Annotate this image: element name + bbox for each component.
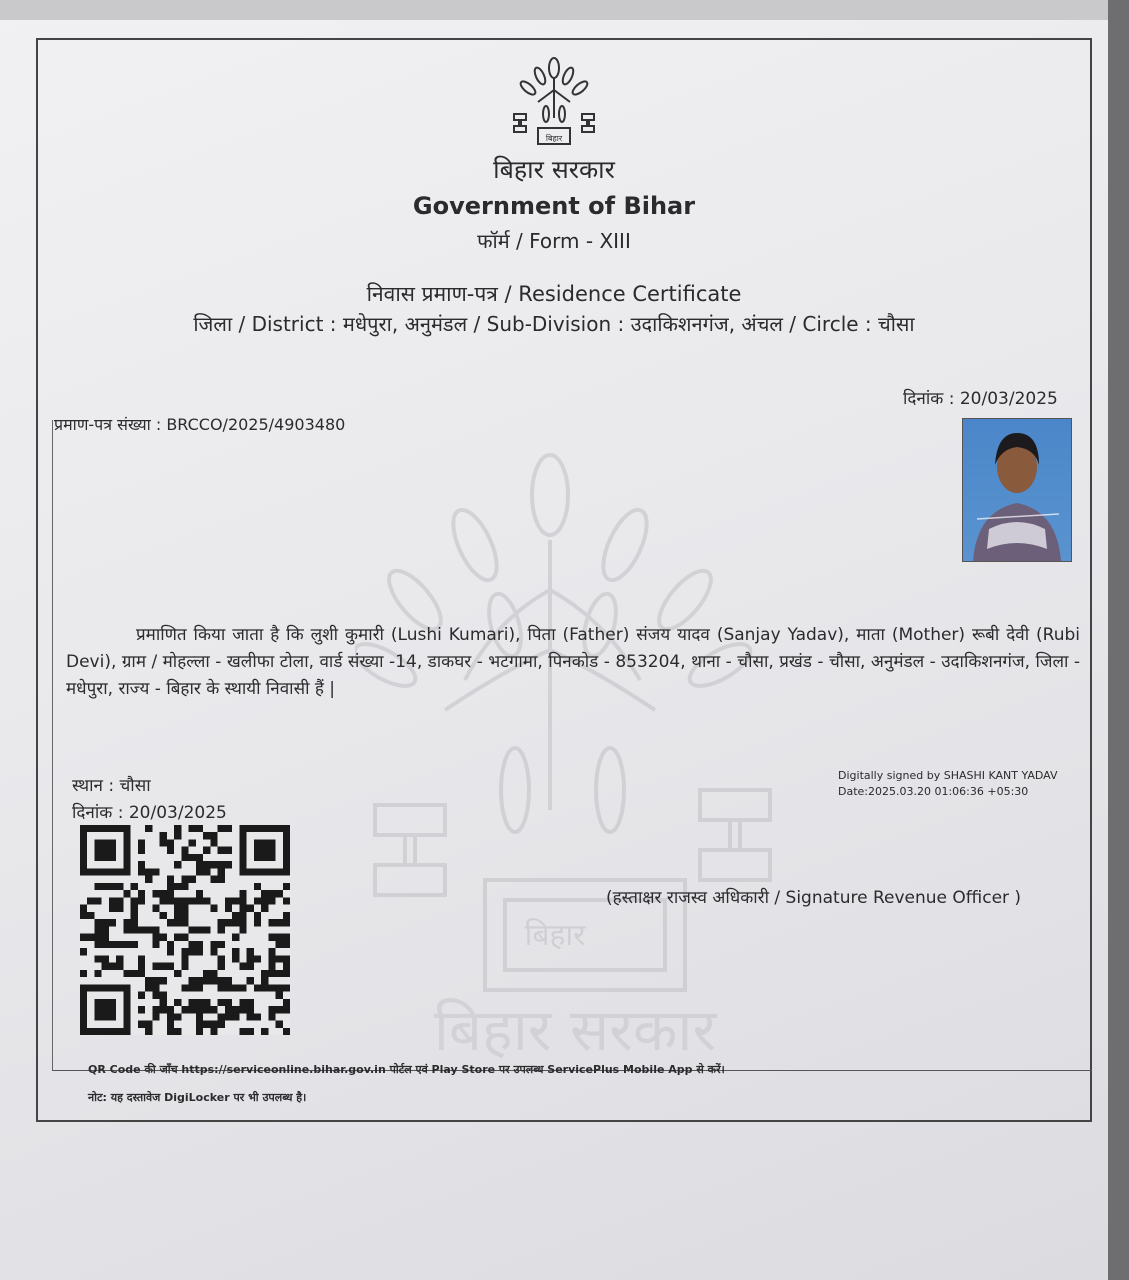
footer-digilocker-note: नोट: यह दस्तावेज DigiLocker पर भी उपलब्ध है। (88, 1091, 307, 1104)
digital-signature (838, 768, 1058, 800)
title-english: Government of Bihar (412, 192, 696, 220)
watermark-text: बिहार सरकार (433, 996, 717, 1064)
certificate-title: निवास प्रमाण-पत्र / Residence Certificate (366, 282, 742, 306)
certification-text: प्रमाणित किया जाता है कि लुशी कुमारी (Lushi Kumari), पिता (Father) संजय यादव (Sanjay Yadav), माता (Mother) रूबी देवी (Rubi Devi), ग्राम / मोहल्ला - खलीफा टोला, वार्ड संख्या -14, डाकघर - भटगामा, पिनकोड - 853204, थाना - चौसा, प्रखंड - चौसा, अनुमंडल - उदाकिशनगंज, जिला - मधेपुरा, राज्य - बिहार के स्थायी निवासी हैं | (66, 625, 1080, 699)
bihar-bodhi-tree-emblem-icon (508, 56, 600, 148)
emblem-label: बिहार (545, 134, 563, 143)
issue-date-top: दिनांक : 20/03/2025 (903, 389, 1058, 409)
issue-place: स्थान : चौसा (72, 776, 151, 796)
left-inner-rule (52, 420, 53, 1070)
paper-top-strip (0, 0, 1108, 20)
digital-signature-name: Digitally signed by SHASHI KANT YADAV (838, 769, 1058, 782)
form-number: फॉर्म / Form - XIII (477, 229, 631, 253)
certificate-number: प्रमाण-पत्र संख्या : BRCCO/2025/4903480 (54, 415, 346, 434)
certification-paragraph (66, 622, 1080, 703)
digital-signature-date: Date:2025.03.20 01:06:36 +05:30 (838, 785, 1029, 798)
person-photo-icon (963, 419, 1071, 561)
qr-code-icon[interactable] (80, 825, 290, 1035)
footer-qr-note: QR Code की जाँच https://serviceonline.bihar.gov.in पोर्टल एवं Play Store पर उपलब्ध ServicePlus Mobile App से करें। (88, 1063, 725, 1076)
issue-date-bottom: दिनांक : 20/03/2025 (72, 803, 227, 823)
applicant-photo (962, 418, 1072, 562)
signature-officer-label: (हस्ताक्षर राजस्व अधिकारी / Signature Revenue Officer ) (606, 888, 1022, 908)
district-line: जिला / District : मधेपुरा, अनुमंडल / Sub-Division : उदाकिशनगंज, अंचल / Circle : चौसा (193, 312, 915, 336)
watermark-emblem-label: बिहार (524, 918, 586, 953)
title-hindi: बिहार सरकार (493, 155, 615, 184)
